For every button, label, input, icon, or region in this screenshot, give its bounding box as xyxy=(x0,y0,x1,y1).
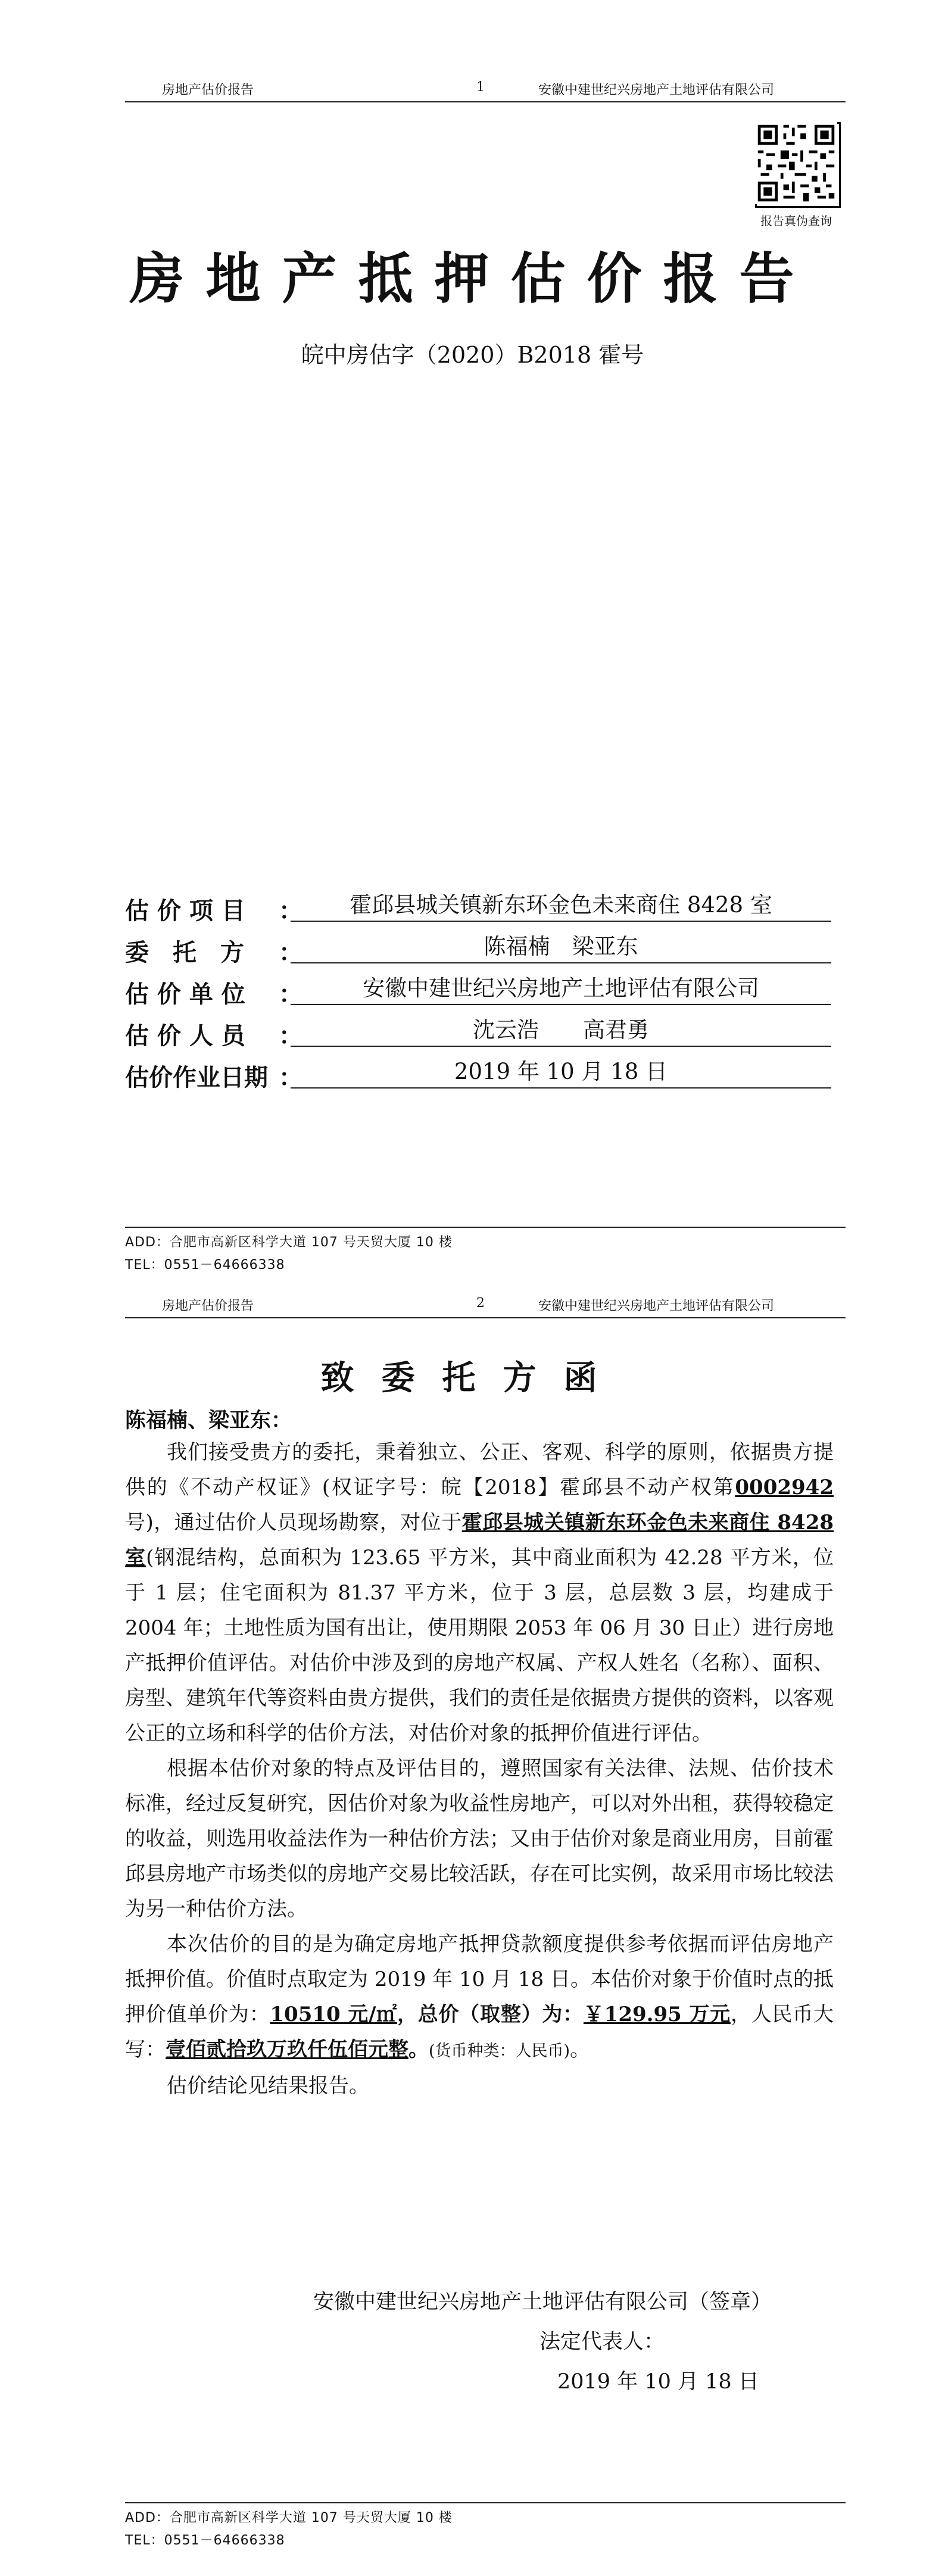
header-left: 房地产估价报告 xyxy=(162,83,254,98)
info-label: 估价作业日期 xyxy=(125,1064,268,1091)
info-value: 安徽中建世纪兴房地产土地评估有限公司 xyxy=(291,973,831,1005)
paragraph-1: 我们接受贵方的委托，秉着独立、公正、客观、科学的原则，依据贵方提供的《不动产权证》(权证字号：皖【2018】霍邱县不动产权第0002942号)，通过估价人员现场勘察，对位于霍邱县城关镇新东环金色未来商住 8428 室(钢混结构，总面积为 123.65 平方米，其中商业面积为 42.28 平方米，位于 1 层；住宅面积为 81.37 平方米，位于 3 层，总层数 3 层，均建成于 2004 年；土地性质为国有出让，使用期限 2053 年 06 月 30 日止）进行房地产抵押价值评估。对估价中涉及到的房地产权属、产权人姓名（名称）、面积、房型、建筑年代等资料由贵方提供，我们的责任是依据贵方提供的资料，以客观公正的立场和科学的估价方法，对估价对象的抵押价值进行评估。 xyxy=(125,1440,834,1745)
info-row-appraisers: 估 价 人 员 ： 沈云浩 高君勇 xyxy=(125,1012,840,1054)
info-label: 估 价 人 员 xyxy=(125,1022,245,1050)
footer-tel: TEL：0551－64666338 xyxy=(125,1258,285,1273)
header-page-number: 1 xyxy=(476,80,485,95)
page-footer xyxy=(125,2502,846,2552)
qr-caption: 报告真伪查询 xyxy=(760,214,832,228)
info-value: 霍邱县城关镇新东环金色未来商住 8428 室 xyxy=(291,890,831,922)
report-cover-page xyxy=(0,0,945,1286)
footer-address: ADD：合肥市高新区科学大道 107 号天贸大厦 10 楼 xyxy=(125,1235,453,1250)
footer-tel: TEL：0551－64666338 xyxy=(125,2533,285,2548)
total-price: ￥129.95 万元 xyxy=(583,2003,731,2026)
info-row-project: 估 价 项 目 ： 霍邱县城关镇新东环金色未来商住 8428 室 xyxy=(125,887,840,929)
footer-address: ADD：合肥市高新区科学大道 107 号天贸大厦 10 楼 xyxy=(125,2510,453,2525)
qr-code-icon xyxy=(755,122,841,208)
salutation: 陈福楠、梁亚东： xyxy=(125,1409,292,1433)
info-row-appraiser-unit: 估 价 单 位 ： 安徽中建世纪兴房地产土地评估有限公司 xyxy=(125,971,840,1012)
paragraph-2: 根据本估价对象的特点及评估目的，遵照国家有关法律、法规、估价技术标准，经过反复研究，因估价对象为收益性房地产，可以对外出租，获得较稳定的收益，则选用收益法作为一种估价方法；又由于估价对象是商业用房，目前霍邱县房地产市场类似的房地产交易比较活跃，存在可比实例，故采用市场比较法为另一种估价方法。 xyxy=(125,1757,834,1921)
page-header xyxy=(125,71,846,102)
signature-company: 安徽中建世纪兴房地产土地评估有限公司（签章） xyxy=(313,2290,772,2314)
info-value: 沈云浩 高君勇 xyxy=(291,1015,831,1047)
paragraph-3: 本次估价的目的是为确定房地产抵押贷款额度提供参考依据而评估房地产抵押价值。价值时点取定为 2019 年 10 月 18 日。本估价对象于价值时点的抵押价值单价为：10510 元/㎡，总价（取整）为：￥129.95 万元，人民币大写：壹佰贰拾玖万玖仟伍佰元整。(货币种类：人民币)。 xyxy=(125,1932,834,2062)
letter-title: 致委托方函 xyxy=(320,1358,625,1398)
header-right: 安徽中建世纪兴房地产土地评估有限公司 xyxy=(538,83,775,98)
paragraph-4: 估价结论见结果报告。 xyxy=(167,2074,369,2098)
qr-verification xyxy=(751,122,841,229)
info-label: 估 价 单 位 xyxy=(125,981,245,1008)
info-value: 陈福楠 梁亚东 xyxy=(291,931,831,963)
cert-number: 0002942 xyxy=(735,1476,834,1499)
info-label: 估 价 项 目 xyxy=(125,897,245,925)
info-label: 委 托 方 xyxy=(125,939,244,966)
info-row-client: 委 托 方 ： 陈福楠 梁亚东 xyxy=(125,929,840,971)
page-footer xyxy=(125,1227,846,1277)
letter-body xyxy=(125,1435,834,2104)
signature-date: 2019 年 10 月 18 日 xyxy=(557,2370,759,2394)
header-right: 安徽中建世纪兴房地产土地评估有限公司 xyxy=(538,1299,775,1314)
report-title: 房地产抵押估价报告 xyxy=(129,247,816,311)
report-info-block xyxy=(125,887,840,1096)
property-address: 霍邱县城关镇新东环金色未来商住 8428 室 xyxy=(125,1511,834,1570)
report-number: 皖中房估字（2020）B2018 霍号 xyxy=(301,342,644,368)
currency-note: (货币种类：人民币) xyxy=(429,2042,570,2060)
header-page-number: 2 xyxy=(476,1296,485,1311)
info-row-date: 估价作业日期 ： 2019 年 10 月 18 日 xyxy=(125,1054,840,1096)
unit-price: 10510 元/㎡ xyxy=(270,2003,397,2026)
header-left: 房地产估价报告 xyxy=(162,1299,254,1314)
page-header xyxy=(125,1287,846,1318)
signature-legal-rep: 法定代表人： xyxy=(539,2330,665,2354)
info-value: 2019 年 10 月 18 日 xyxy=(291,1056,831,1089)
total-price-uppercase: 壹佰贰拾玖万玖仟伍佰元整 xyxy=(166,2038,408,2062)
letter-page xyxy=(0,1286,945,2576)
